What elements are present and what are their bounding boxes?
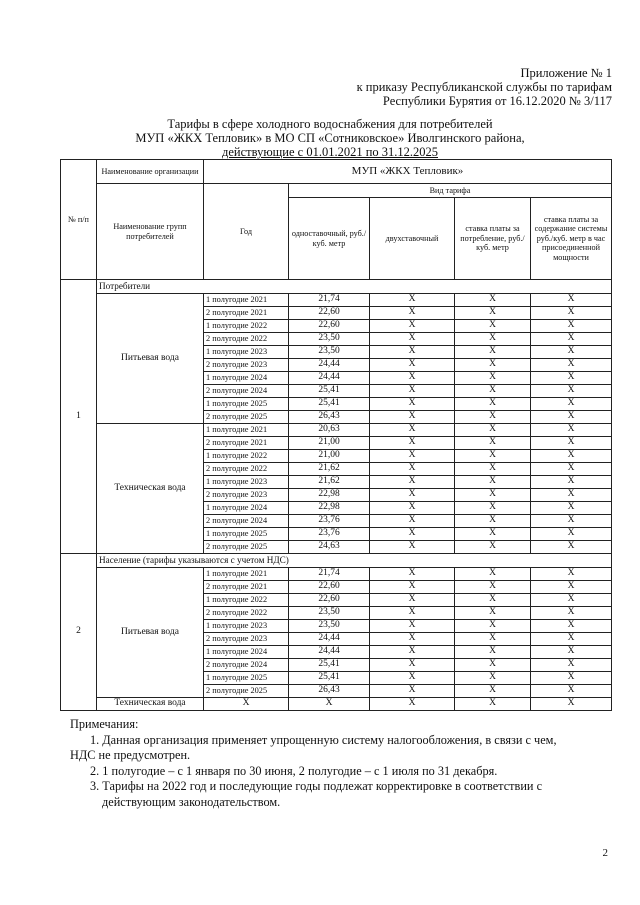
consumption-rate-value: X bbox=[455, 424, 531, 437]
maintenance-rate-value: X bbox=[531, 372, 612, 385]
header-consumption-rate: ставка платы за потребление, руб./ куб. метр bbox=[455, 198, 531, 280]
period-cell: X bbox=[204, 698, 289, 711]
maintenance-rate-value: X bbox=[531, 307, 612, 320]
consumption-rate-value: X bbox=[455, 346, 531, 359]
single-rate-value: 23,76 bbox=[289, 528, 370, 541]
order-date: Республики Бурятия от 16.12.2020 № 3/117 bbox=[382, 94, 612, 108]
tariff-table bbox=[60, 159, 612, 711]
note-3: 3. Тарифы на 2022 год и последующие годы подлежат корректировке в соответствии с действующим законодательством. bbox=[90, 779, 543, 809]
single-rate-value: 23,50 bbox=[289, 620, 370, 633]
header-org-name: МУП «ЖКХ Тепловик» bbox=[204, 160, 612, 184]
period-cell: 2 полугодие 2024 bbox=[204, 659, 289, 672]
table-row bbox=[61, 424, 612, 437]
header-org-label: Наименование организации bbox=[97, 160, 204, 184]
period-cell: 2 полугодие 2024 bbox=[204, 385, 289, 398]
double-rate-value: X bbox=[370, 515, 455, 528]
double-rate-value: X bbox=[370, 489, 455, 502]
single-rate-value: 23,50 bbox=[289, 333, 370, 346]
period-cell: 2 полугодие 2021 bbox=[204, 307, 289, 320]
period-cell: 2 полугодие 2025 bbox=[204, 541, 289, 554]
single-rate-value: 25,41 bbox=[289, 659, 370, 672]
consumption-rate-value: X bbox=[455, 359, 531, 372]
header-year: Год bbox=[204, 184, 289, 280]
double-rate-value: X bbox=[370, 633, 455, 646]
consumption-rate-value: X bbox=[455, 294, 531, 307]
maintenance-rate-value: X bbox=[531, 659, 612, 672]
consumer-group-name: Техническая вода bbox=[97, 424, 204, 554]
section-title: Население (тарифы указываются с учетом НДС) bbox=[97, 554, 612, 568]
consumption-rate-value: X bbox=[455, 528, 531, 541]
appendix-label: Приложение № 1 bbox=[520, 66, 612, 80]
single-rate-value: 24,44 bbox=[289, 372, 370, 385]
period-cell: 2 полугодие 2024 bbox=[204, 515, 289, 528]
double-rate-value: X bbox=[370, 698, 455, 711]
maintenance-rate-value: X bbox=[531, 476, 612, 489]
consumer-group-name: Питьевая вода bbox=[97, 568, 204, 698]
single-rate-value: 25,41 bbox=[289, 672, 370, 685]
single-rate-value: 24,44 bbox=[289, 359, 370, 372]
maintenance-rate-value: X bbox=[531, 437, 612, 450]
maintenance-rate-value: X bbox=[531, 463, 612, 476]
maintenance-rate-value: X bbox=[531, 528, 612, 541]
section-row bbox=[61, 280, 612, 294]
maintenance-rate-value: X bbox=[531, 620, 612, 633]
maintenance-rate-value: X bbox=[531, 294, 612, 307]
maintenance-rate-value: X bbox=[531, 502, 612, 515]
single-rate-value: 23,50 bbox=[289, 346, 370, 359]
double-rate-value: X bbox=[370, 411, 455, 424]
period-cell: 1 полугодие 2021 bbox=[204, 568, 289, 581]
maintenance-rate-value: X bbox=[531, 398, 612, 411]
maintenance-rate-value: X bbox=[531, 450, 612, 463]
period-cell: 2 полугодие 2025 bbox=[204, 685, 289, 698]
maintenance-rate-value: X bbox=[531, 424, 612, 437]
double-rate-value: X bbox=[370, 346, 455, 359]
period-cell: 2 полугодие 2022 bbox=[204, 333, 289, 346]
title-line-1: Тарифы в сфере холодного водоснабжения для потребителей bbox=[167, 117, 493, 131]
consumption-rate-value: X bbox=[455, 607, 531, 620]
maintenance-rate-value: X bbox=[531, 698, 612, 711]
double-rate-value: X bbox=[370, 594, 455, 607]
consumption-rate-value: X bbox=[455, 502, 531, 515]
double-rate-value: X bbox=[370, 398, 455, 411]
header-number: № п/п bbox=[61, 160, 97, 280]
consumption-rate-value: X bbox=[455, 515, 531, 528]
single-rate-value: 22,60 bbox=[289, 320, 370, 333]
maintenance-rate-value: X bbox=[531, 541, 612, 554]
period-cell: 2 полугодие 2022 bbox=[204, 463, 289, 476]
maintenance-rate-value: X bbox=[531, 672, 612, 685]
single-rate-value: X bbox=[289, 698, 370, 711]
period-cell: 1 полугодие 2023 bbox=[204, 620, 289, 633]
consumption-rate-value: X bbox=[455, 489, 531, 502]
single-rate-value: 26,43 bbox=[289, 685, 370, 698]
consumption-rate-value: X bbox=[455, 633, 531, 646]
period-cell: 2 полугодие 2025 bbox=[204, 411, 289, 424]
consumption-rate-value: X bbox=[455, 659, 531, 672]
consumption-rate-value: X bbox=[455, 568, 531, 581]
header-double-rate: двухставочный bbox=[370, 198, 455, 280]
single-rate-value: 23,50 bbox=[289, 607, 370, 620]
period-cell: 2 полугодие 2023 bbox=[204, 633, 289, 646]
note-2: 2. 1 полугодие – с 1 января по 30 июня, 2 полугодие – с 1 июля по 31 декабря. bbox=[90, 763, 498, 778]
maintenance-rate-value: X bbox=[531, 646, 612, 659]
period-cell: 2 полугодие 2022 bbox=[204, 607, 289, 620]
double-rate-value: X bbox=[370, 502, 455, 515]
period-cell: 2 полугодие 2021 bbox=[204, 581, 289, 594]
maintenance-rate-value: X bbox=[531, 568, 612, 581]
maintenance-rate-value: X bbox=[531, 607, 612, 620]
consumption-rate-value: X bbox=[455, 476, 531, 489]
maintenance-rate-value: X bbox=[531, 633, 612, 646]
maintenance-rate-value: X bbox=[531, 489, 612, 502]
consumption-rate-value: X bbox=[455, 450, 531, 463]
double-rate-value: X bbox=[370, 333, 455, 346]
double-rate-value: X bbox=[370, 620, 455, 633]
double-rate-value: X bbox=[370, 359, 455, 372]
consumption-rate-value: X bbox=[455, 698, 531, 711]
single-rate-value: 24,63 bbox=[289, 541, 370, 554]
table-row bbox=[61, 698, 612, 711]
double-rate-value: X bbox=[370, 476, 455, 489]
consumption-rate-value: X bbox=[455, 437, 531, 450]
header-groups: Наименование групп потребителей bbox=[97, 184, 204, 280]
table-row bbox=[61, 294, 612, 307]
maintenance-rate-value: X bbox=[531, 581, 612, 594]
maintenance-rate-value: X bbox=[531, 346, 612, 359]
table-row bbox=[61, 568, 612, 581]
double-rate-value: X bbox=[370, 385, 455, 398]
double-rate-value: X bbox=[370, 320, 455, 333]
single-rate-value: 25,41 bbox=[289, 385, 370, 398]
period-cell: 1 полугодие 2024 bbox=[204, 502, 289, 515]
single-rate-value: 21,00 bbox=[289, 437, 370, 450]
double-rate-value: X bbox=[370, 607, 455, 620]
period-cell: 2 полугодие 2021 bbox=[204, 437, 289, 450]
page-number: 2 bbox=[602, 847, 608, 859]
single-rate-value: 21,62 bbox=[289, 476, 370, 489]
consumption-rate-value: X bbox=[455, 685, 531, 698]
period-cell: 2 полугодие 2023 bbox=[204, 489, 289, 502]
period-cell: 1 полугодие 2021 bbox=[204, 294, 289, 307]
consumption-rate-value: X bbox=[455, 463, 531, 476]
single-rate-value: 22,60 bbox=[289, 594, 370, 607]
period-cell: 1 полугодие 2024 bbox=[204, 372, 289, 385]
header-tariff-kind: Вид тарифа bbox=[289, 184, 612, 198]
header-single-rate: одноставочный, руб./ куб. метр bbox=[289, 198, 370, 280]
section-title: Потребители bbox=[97, 280, 612, 294]
double-rate-value: X bbox=[370, 294, 455, 307]
period-cell: 1 полугодие 2022 bbox=[204, 450, 289, 463]
period-cell: 1 полугодие 2025 bbox=[204, 398, 289, 411]
order-reference: к приказу Республиканской службы по тарифам bbox=[356, 80, 612, 94]
consumption-rate-value: X bbox=[455, 594, 531, 607]
double-rate-value: X bbox=[370, 437, 455, 450]
period-cell: 1 полугодие 2025 bbox=[204, 672, 289, 685]
period-cell: 1 полугодие 2025 bbox=[204, 528, 289, 541]
notes-heading: Примечания: bbox=[70, 717, 139, 731]
maintenance-rate-value: X bbox=[531, 333, 612, 346]
consumption-rate-value: X bbox=[455, 541, 531, 554]
consumption-rate-value: X bbox=[455, 372, 531, 385]
single-rate-value: 22,60 bbox=[289, 307, 370, 320]
consumption-rate-value: X bbox=[455, 398, 531, 411]
note-1-continued: НДС не предусмотрен. bbox=[70, 748, 191, 762]
double-rate-value: X bbox=[370, 568, 455, 581]
double-rate-value: X bbox=[370, 541, 455, 554]
maintenance-rate-value: X bbox=[531, 594, 612, 607]
double-rate-value: X bbox=[370, 672, 455, 685]
single-rate-value: 20,63 bbox=[289, 424, 370, 437]
double-rate-value: X bbox=[370, 463, 455, 476]
double-rate-value: X bbox=[370, 450, 455, 463]
consumption-rate-value: X bbox=[455, 581, 531, 594]
header-maintenance-rate: ставка платы за содержание системы руб./куб. метр в час присоединенной мощности bbox=[531, 198, 612, 280]
period-cell: 1 полугодие 2023 bbox=[204, 346, 289, 359]
title-line-3: действующие с 01.01.2021 по 31.12.2025 bbox=[221, 145, 439, 159]
single-rate-value: 21,74 bbox=[289, 294, 370, 307]
consumption-rate-value: X bbox=[455, 320, 531, 333]
consumption-rate-value: X bbox=[455, 646, 531, 659]
period-cell: 1 полугодие 2022 bbox=[204, 320, 289, 333]
consumption-rate-value: X bbox=[455, 672, 531, 685]
period-cell: 2 полугодие 2023 bbox=[204, 359, 289, 372]
period-cell: 1 полугодие 2022 bbox=[204, 594, 289, 607]
single-rate-value: 23,76 bbox=[289, 515, 370, 528]
consumption-rate-value: X bbox=[455, 411, 531, 424]
consumption-rate-value: X bbox=[455, 620, 531, 633]
single-rate-value: 22,98 bbox=[289, 502, 370, 515]
period-cell: 1 полугодие 2021 bbox=[204, 424, 289, 437]
single-rate-value: 24,44 bbox=[289, 646, 370, 659]
maintenance-rate-value: X bbox=[531, 320, 612, 333]
document-header bbox=[357, 66, 612, 108]
maintenance-rate-value: X bbox=[531, 515, 612, 528]
consumer-group-name: Техническая вода bbox=[97, 698, 204, 711]
single-rate-value: 26,43 bbox=[289, 411, 370, 424]
section-row bbox=[61, 554, 612, 568]
period-cell: 1 полугодие 2023 bbox=[204, 476, 289, 489]
single-rate-value: 21,74 bbox=[289, 568, 370, 581]
double-rate-value: X bbox=[370, 372, 455, 385]
section-number: 1 bbox=[61, 280, 97, 554]
double-rate-value: X bbox=[370, 659, 455, 672]
document-title bbox=[60, 117, 600, 159]
maintenance-rate-value: X bbox=[531, 411, 612, 424]
single-rate-value: 21,00 bbox=[289, 450, 370, 463]
maintenance-rate-value: X bbox=[531, 359, 612, 372]
single-rate-value: 25,41 bbox=[289, 398, 370, 411]
maintenance-rate-value: X bbox=[531, 385, 612, 398]
double-rate-value: X bbox=[370, 307, 455, 320]
consumer-group-name: Питьевая вода bbox=[97, 294, 204, 424]
double-rate-value: X bbox=[370, 528, 455, 541]
consumption-rate-value: X bbox=[455, 333, 531, 346]
section-number: 2 bbox=[61, 554, 97, 711]
double-rate-value: X bbox=[370, 424, 455, 437]
consumption-rate-value: X bbox=[455, 307, 531, 320]
maintenance-rate-value: X bbox=[531, 685, 612, 698]
consumption-rate-value: X bbox=[455, 385, 531, 398]
single-rate-value: 22,98 bbox=[289, 489, 370, 502]
double-rate-value: X bbox=[370, 685, 455, 698]
single-rate-value: 24,44 bbox=[289, 633, 370, 646]
note-1: 1. Данная организация применяет упрощенную систему налогообложения, в связи с чем, bbox=[90, 732, 557, 747]
period-cell: 1 полугодие 2024 bbox=[204, 646, 289, 659]
double-rate-value: X bbox=[370, 646, 455, 659]
title-line-2: МУП «ЖКХ Тепловик» в МО СП «Сотниковское» Иволгинского района, bbox=[135, 131, 525, 145]
single-rate-value: 22,60 bbox=[289, 581, 370, 594]
double-rate-value: X bbox=[370, 581, 455, 594]
single-rate-value: 21,62 bbox=[289, 463, 370, 476]
notes bbox=[70, 717, 610, 810]
